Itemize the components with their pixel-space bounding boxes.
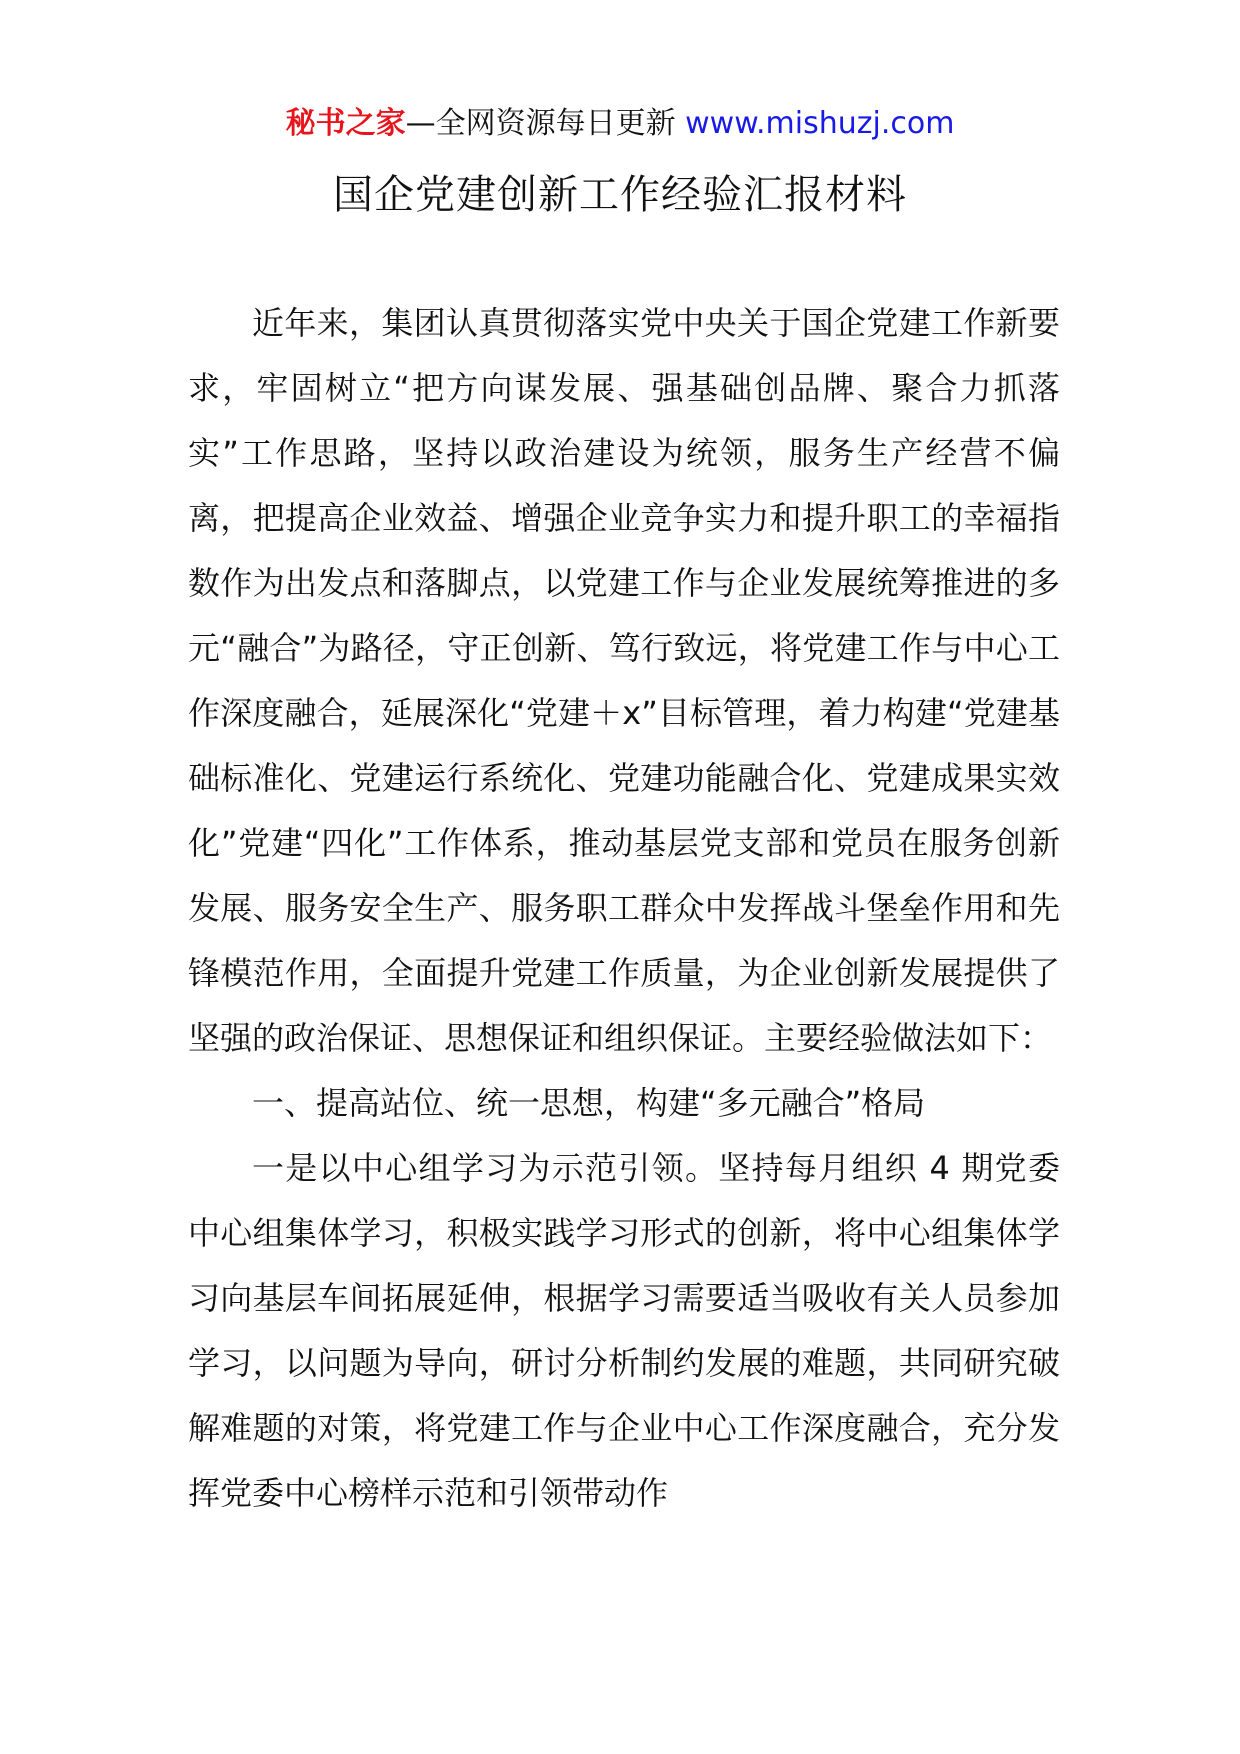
body-paragraph-2: 一是以中心组学习为示范引领。坚持每月组织 4 期党委中心组集体学习，积极实践学习形式的创新，将中心组集体学习向基层车间拓展延伸，根据学习需要适当吸收有关人员参加学习，以问题为导向，研讨分析制约发展的难题，共同研究破解难题的对策，将党建工作与企业中心工作深度融合，充分发挥党委中心榜样示范和引领带动作 (188, 1149, 1060, 1512)
brand-name: 秘书之家 (285, 106, 406, 141)
document-title: 国企党建创新工作经验汇报材料 (333, 172, 907, 218)
site-url-link[interactable]: www.mishuzj.com (685, 106, 955, 141)
brand-slogan: —全网资源每日更新 (405, 106, 676, 141)
body-paragraph-1: 近年来，集团认真贯彻落实党中央关于国企党建工作新要求，牢固树立“把方向谋发展、强基础创品牌、聚合力抓落实”工作思路，坚持以政治建设为统领，服务生产经营不偏离，把提高企业效益、增强企业竞争实力和提升职工的幸福指数作为出发点和落脚点，以党建工作与企业发展统筹推进的多元“融合”为路径，守正创新、笃行致远，将党建工作与中心工作深度融合，延展深化“党建＋x”目标管理，着力构建“党建基础标准化、党建运行系统化、党建功能融合化、党建成果实效化”党建“四化”工作体系，推动基层党支部和党员在服务创新发展、服务安全生产、服务职工群众中发挥战斗堡垒作用和先锋模范作用，全面提升党建工作质量，为企业创新发展提供了坚强的政治保证、思想保证和组织保证。主要经验做法如下： (188, 304, 1060, 1057)
document-body (188, 291, 1060, 1526)
watermark-header (0, 100, 1240, 148)
section-heading-1: 一、提高站位、统一思想，构建“多元融合”格局 (252, 1084, 926, 1122)
